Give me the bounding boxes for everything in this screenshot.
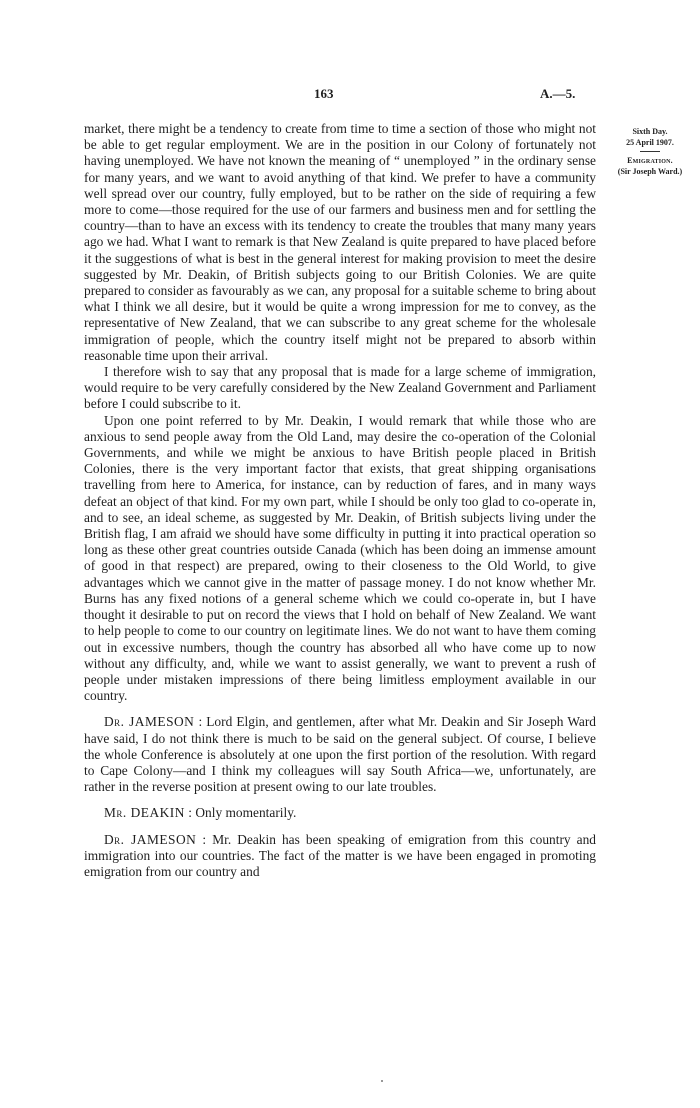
speech-text: : Lord Elgin, and gentlemen, after what Mr. Deakin and Sir Joseph Ward have said, I do not think there is much to be said on the general subject. Of course, I believe the whole Conference is absolutely at one upon the first portion of the resolution. With regard to Cape Colony—and I think my colleagues will say South Africa—we, unfortunately, are rather in the reverse position at present owing to our late troubles.	[84, 714, 597, 795]
margin-day: Sixth Day.	[632, 127, 668, 136]
margin-date: 25 April 1907.	[626, 138, 674, 147]
speech-text: : Mr. Deakin has been speaking of emigration from this country and immigration into our countries. The fact of the matter is we have been engaged in promoting emigration from our country and	[84, 831, 596, 879]
margin-notes	[608, 126, 692, 177]
paragraph: Upon one point referred to by Mr. Deakin, I would remark that while those who are anxious to send people away from the Old Land, may desire the co-operation of the Colonial Governments, and while we might be anxious to have British people placed in British Colonies, there is the very important factor that exists, that great shipping organisations travelling from here to America, for instance, can by reduction of fares, and in many ways defeat an object of that kind. For my own part, while I should be only too glad to co-operate in, and to see, an ideal scheme, as suggested by Mr. Deakin, of British subjects living under the British flag, I am afraid we should have some difficulty in putting it into practical operation so long as these other great countries outside Canada (which has been doing an immense amount of good in that respect) are prepared, owing to their closeness to the Old World, to give advantages which we cannot give in the matter of passage money. I do not know whether Mr. Burns has any fixed notions of a general scheme which we could co-operate in, but I have thought it desirable to put on record the views that I hold on behalf of New Zealand. We want to help people to come to our country on legitimate lines. We do not want to have them coming out in excessive numbers, though the country has absorbed all who have come up to now without any difficulty, and, while we want to assist generally, we want to prevent a rush of people under mistaken impressions of there being limitless employment available in our country.	[84, 412, 596, 704]
page-number: 163	[314, 86, 334, 101]
speaker-name: Mr. DEAKIN	[104, 805, 185, 821]
speaker-name: Dr. JAMESON	[104, 831, 197, 847]
page-header	[0, 86, 700, 106]
speech-paragraph	[84, 714, 596, 795]
body-text	[84, 121, 596, 880]
speech-paragraph	[84, 832, 596, 881]
margin-speaker: (Sir Joseph Ward.)	[617, 167, 683, 176]
margin-topic: Emigration.	[627, 156, 673, 165]
speech-text: : Only momentarily.	[188, 805, 297, 821]
speech-paragraph	[84, 805, 596, 821]
scan-speck	[381, 1080, 383, 1082]
paragraph: I therefore wish to say that any proposal that is made for a large scheme of immigration, would require to be very carefully considered by the New Zealand Government and Parliament before I could subscribe to it.	[84, 364, 596, 412]
paragraph: market, there might be a tendency to create from time to time a section of those who might not be able to get regular employment. We are in the position in our Colony of fortunately not having unemployed. We have not known the meaning of “ unemployed ” in the ordinary sense for many years, and we want to avoid anything of that kind. We prefer to have a community well spread over our country, fully employed, but to be rather on the side of requiring a few more to come—those required for the use of our farmers and business men and for settling the country—than to have an excess with its tendency to create the troubles that many many years ago we had. What I want to remark is that New Zealand is quite prepared to have placed before it the suggestions of what is best in the general interest for making provision to meet the desire suggested by Mr. Deakin, of British subjects going to our British Colonies. We are quite prepared to consider as favourably as we can, any proposal for a suitable scheme to bring about what I think we all desire, but it would be quite a wrong impression for me to convey, as the representative of New Zealand, that we can subscribe to any great scheme for the wholesale immigration of people, which the country itself might not be prepared to absorb within reasonable time upon their arrival.	[84, 121, 596, 363]
speaker-name: Dr. JAMESON	[104, 714, 195, 730]
margin-divider	[640, 151, 660, 152]
document-reference: A.—5.	[540, 86, 576, 101]
